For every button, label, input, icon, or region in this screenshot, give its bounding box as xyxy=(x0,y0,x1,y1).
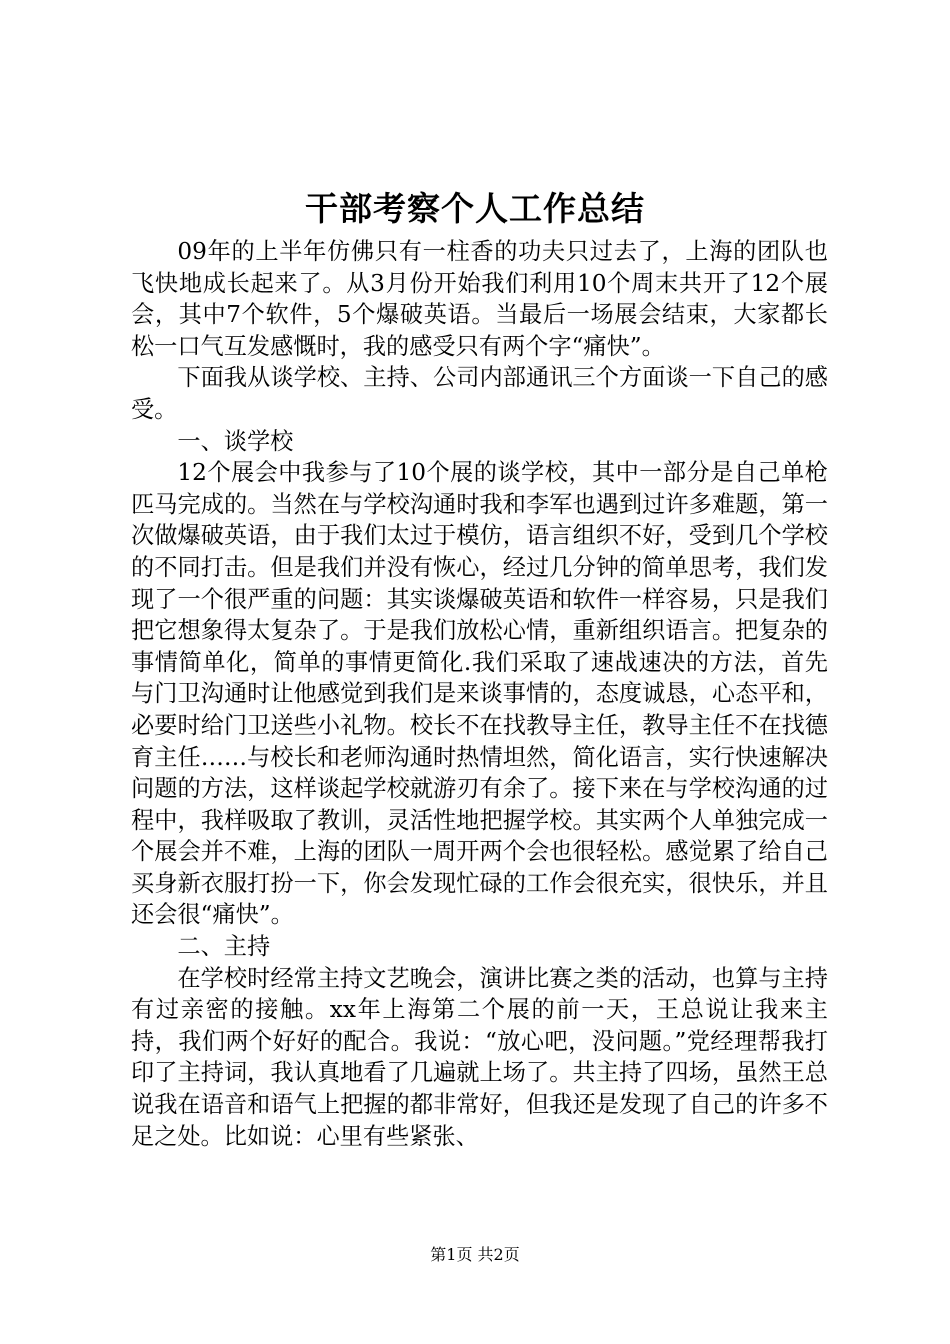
page-footer: 第1页 共2页 xyxy=(430,1245,520,1264)
document-body xyxy=(131,236,828,1152)
section-heading-hosting: 二、主持 xyxy=(177,933,271,961)
paragraph-overview: 下面我从谈学校、主持、公司内部通讯三个方面谈一下自己的感受。 xyxy=(131,364,828,423)
paragraph-intro: 09年的上半年仿佛只有一柱香的功夫只过去了，上海的团队也飞快地成长起来了。从3月份开始我们利用10个周末共开了12个展会，其中7个软件，5个爆破英语。当最后一场展会结束，大家都长松一口气互发感慨时，我的感受只有两个字“痛快”。 xyxy=(131,238,828,360)
document-title: 干部考察个人工作总结 xyxy=(305,189,645,228)
section-heading-school: 一、谈学校 xyxy=(177,427,294,455)
paragraph-hosting: 在学校时经常主持文艺晚会，演讲比赛之类的活动，也算与主持有过亲密的接触。xx年上海第二个展的前一天，王总说让我来主持，我们两个好好的配合。我说：“放心吧，没问题。”党经理帮我打印了主持词，我认真地看了几遍就上场了。共主持了四场，虽然王总说我在语音和语气上把握的都非常好，但我还是发现了自己的许多不足之处。比如说：心里有些紧张、 xyxy=(131,964,828,1150)
paragraph-school: 12个展会中我参与了10个展的谈学校，其中一部分是自己单枪匹马完成的。当然在与学校沟通时我和李军也遇到过许多难题，第一次做爆破英语，由于我们太过于模仿，语言组织不好，受到几个学校的不同打击。但是我们并没有恢心，经过几分钟的简单思考，我们发现了一个很严重的问题：其实谈爆破英语和软件一样容易，只是我们把它想象得太复杂了。于是我们放松心情，重新组织语言。把复杂的事情简单化，简单的事情更简化.我们采取了速战速决的方法，首先与门卫沟通时让他感觉到我们是来谈事情的，态度诚恳，心态平和，必要时给门卫送些小礼物。校长不在找教导主任，教导主任不在找德育主任……与校长和老师沟通时热情坦然，简化语言，实行快速解决问题的方法，这样谈起学校就游刃有余了。接下来在与学校沟通的过程中，我样吸取了教训，灵活性地把握学校。其实两个人单独完成一个展会并不难，上海的团队一周开两个会也很轻松。感觉累了给自己买身新衣服打扮一下，你会发现忙碌的工作会很充实，很快乐，并且还会很“痛快”。 xyxy=(131,459,828,929)
